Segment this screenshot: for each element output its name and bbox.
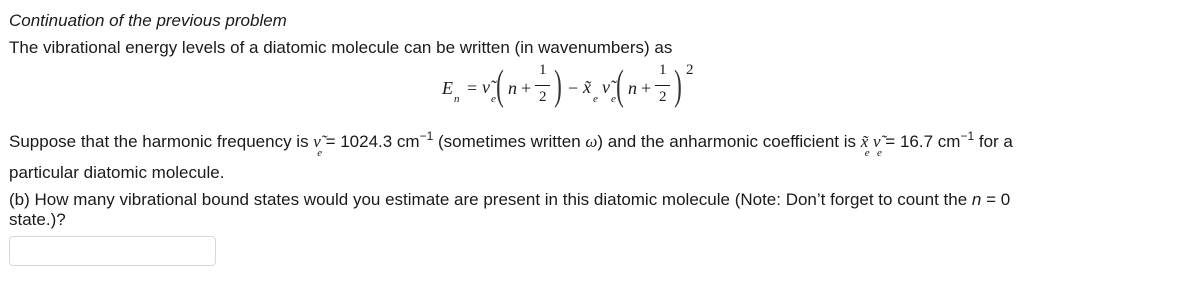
nu-glyph: ν̃	[313, 132, 321, 151]
eq-e-sub-3: e	[611, 93, 616, 105]
eq-frac-bar	[535, 85, 550, 86]
x-glyph: x̃	[860, 132, 869, 151]
intro-text: The vibrational energy levels of a diatomic molecule can be written (in wavenumbers) as	[9, 38, 673, 57]
e-subscript-3: e	[877, 147, 882, 159]
omega-symbol: ω	[585, 132, 598, 151]
eq-two: 2	[539, 89, 547, 105]
eq-square: 2	[686, 62, 694, 78]
nu-e-symbol-2	[873, 132, 882, 159]
sentence-part2: = 1024.3 cm	[320, 132, 420, 151]
eq-one: 1	[539, 62, 547, 78]
eq-rparen-2: )	[674, 63, 682, 109]
eq-equals: =	[467, 78, 478, 98]
nu-e-symbol	[313, 132, 323, 159]
question-text	[9, 190, 1010, 210]
eq-n-sub: n	[454, 93, 460, 105]
e-subscript-2: e	[864, 147, 870, 159]
exponent-1: −1	[419, 129, 434, 143]
exponent-2: −1	[960, 129, 975, 143]
frequency-sentence	[9, 129, 1013, 159]
eq-nu: ν̃	[482, 77, 490, 97]
sentence-part1: Suppose that the harmonic frequency is	[9, 132, 314, 151]
eq-frac-bar-2	[655, 85, 670, 86]
problem-heading: Continuation of the previous problem	[9, 11, 287, 30]
sentence-part4: ) and the anharmonic coefficient is	[597, 132, 861, 151]
nu-glyph-2: ν̃	[873, 132, 881, 151]
eq-minus: −	[568, 78, 579, 98]
eq-x: x̃	[583, 77, 591, 97]
eq-one-2: 1	[659, 62, 667, 78]
question-line-2: state.)?	[9, 210, 66, 229]
eq-n-2: n	[628, 78, 637, 98]
eq-lparen-2: (	[616, 63, 624, 109]
eq-e-sub: e	[491, 93, 496, 105]
question-n: n	[971, 190, 982, 209]
eq-n: n	[508, 78, 517, 98]
eq-lparen-1: (	[496, 63, 504, 109]
energy-equation	[430, 60, 730, 112]
eq-nu-2: ν̃	[602, 77, 610, 97]
eq-rparen-1: )	[554, 63, 562, 109]
sentence-line-2: particular diatomic molecule.	[9, 163, 225, 182]
eq-plus: +	[521, 78, 532, 98]
eq-two-2: 2	[659, 89, 667, 105]
sentence-part6: for a	[974, 132, 1013, 151]
e-subscript: e	[317, 147, 323, 159]
question-part2: = 0	[981, 190, 1011, 209]
sentence-part5: = 16.7 cm	[880, 132, 961, 151]
eq-e-sub-2: e	[593, 93, 598, 105]
sentence-part3: (sometimes written	[433, 132, 586, 151]
answer-input[interactable]	[9, 236, 216, 266]
question-part1: (b) How many vibrational bound states would you estimate are present in this diatomic molecule (Note: Don’t forget to count the	[9, 190, 972, 209]
eq-E: E	[442, 78, 453, 98]
x-e-symbol	[860, 132, 870, 159]
eq-plus-2: +	[641, 78, 652, 98]
